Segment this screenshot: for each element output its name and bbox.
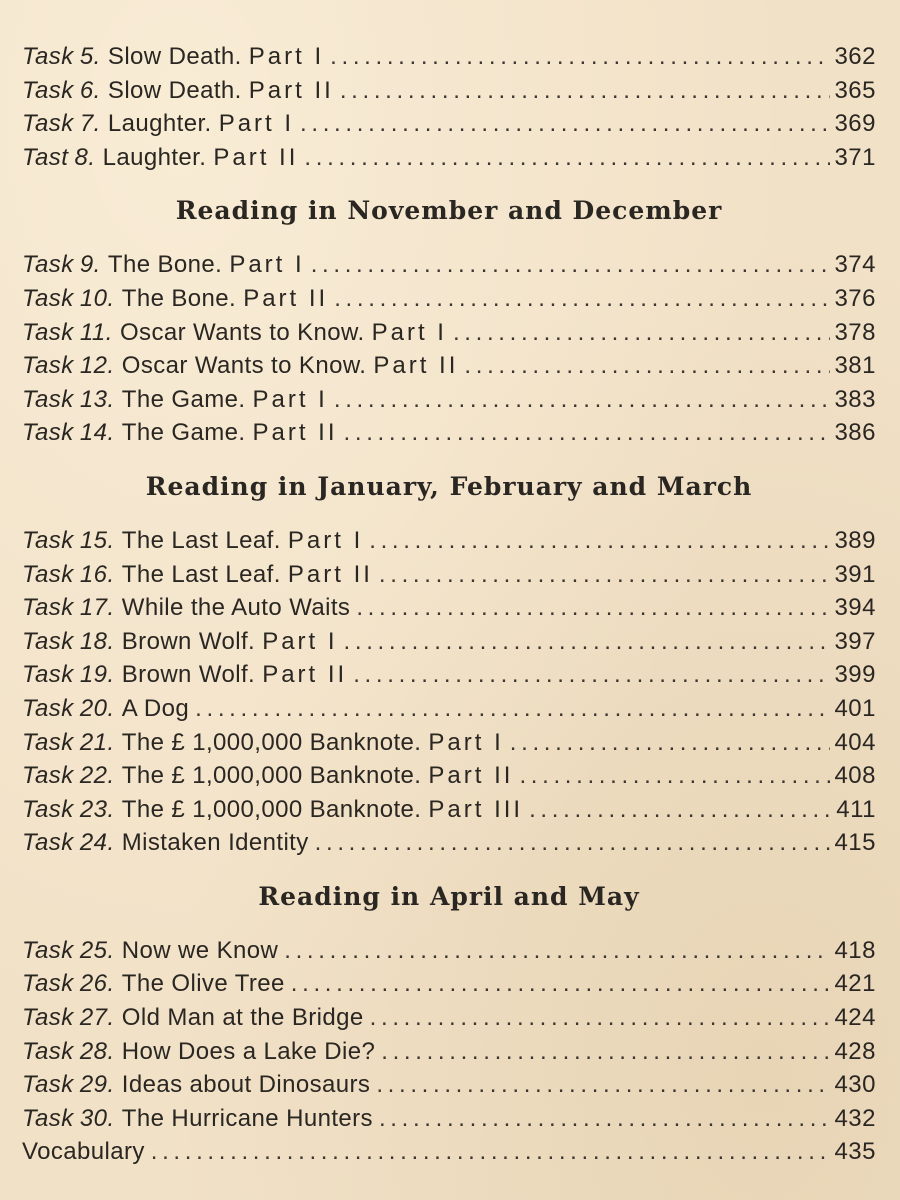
entry-part: Part II bbox=[373, 352, 459, 380]
toc-entry[interactable] bbox=[22, 826, 876, 860]
toc-section-january-march bbox=[22, 450, 876, 860]
page-number: 362 bbox=[834, 43, 876, 70]
entry-part: Part II bbox=[262, 661, 348, 689]
page-number: 369 bbox=[834, 110, 876, 138]
entry-title: Mistaken Identity bbox=[121, 829, 309, 857]
task-label: Task bbox=[22, 829, 74, 857]
toc-entry[interactable] bbox=[22, 416, 876, 450]
task-number: 8. bbox=[74, 143, 96, 171]
page-number: 389 bbox=[834, 526, 876, 554]
toc-entry-vocabulary[interactable] bbox=[22, 1135, 876, 1169]
page-number: 428 bbox=[834, 1037, 876, 1065]
toc-section-continued bbox=[22, 40, 876, 174]
entry-part: Part I bbox=[229, 251, 305, 279]
task-label: Task bbox=[22, 1004, 74, 1032]
page-number: 397 bbox=[834, 627, 876, 655]
task-number: 11. bbox=[79, 318, 113, 346]
task-number: 18. bbox=[79, 627, 115, 655]
entry-title: The £ 1,000,000 Banknote. bbox=[121, 795, 422, 823]
task-number: 26. bbox=[79, 970, 115, 998]
task-label: Task bbox=[22, 1037, 74, 1065]
toc-entry[interactable] bbox=[22, 1001, 876, 1035]
toc-entry[interactable] bbox=[22, 1068, 876, 1102]
page-number: 376 bbox=[834, 284, 876, 312]
task-label: Task bbox=[22, 594, 74, 622]
page-number: 365 bbox=[834, 76, 876, 104]
task-label: Task bbox=[22, 385, 74, 413]
toc-entry[interactable] bbox=[22, 316, 876, 350]
page-number: 404 bbox=[834, 728, 876, 756]
toc-section-april-may bbox=[22, 860, 876, 1169]
entry-part: Part I bbox=[252, 385, 328, 413]
task-label: Task bbox=[22, 43, 74, 70]
entry-title: Laughter. bbox=[107, 110, 212, 138]
entry-title: Old Man at the Bridge bbox=[121, 1004, 364, 1032]
dot-leader bbox=[300, 107, 830, 141]
task-number: 20. bbox=[79, 694, 115, 722]
task-number: 12. bbox=[79, 352, 115, 380]
entry-part: Part I bbox=[371, 318, 447, 346]
entry-part: Part I bbox=[428, 728, 504, 756]
task-label: Task bbox=[22, 251, 74, 279]
task-number: 14. bbox=[79, 419, 115, 447]
task-number: 9. bbox=[79, 251, 101, 279]
page-number: 394 bbox=[834, 594, 876, 622]
entry-title: The Game. bbox=[121, 385, 246, 413]
toc-entry[interactable] bbox=[22, 934, 876, 968]
entry-title: Now we Know bbox=[121, 936, 279, 964]
task-label: Task bbox=[22, 694, 74, 722]
dot-leader bbox=[453, 316, 831, 350]
page-number: 408 bbox=[834, 762, 876, 790]
task-number: 19. bbox=[79, 661, 115, 689]
toc-entry[interactable] bbox=[22, 1102, 876, 1136]
section-heading: Reading in January, February and March bbox=[145, 471, 753, 501]
task-number: 24. bbox=[79, 829, 115, 857]
task-number: 23. bbox=[79, 795, 115, 823]
page-number: 399 bbox=[834, 661, 876, 689]
dot-leader bbox=[311, 248, 831, 282]
entry-title: The Last Leaf. bbox=[121, 526, 281, 554]
dot-leader bbox=[464, 349, 830, 383]
dot-leader bbox=[356, 591, 830, 625]
task-number: 21. bbox=[79, 728, 115, 756]
page-number: 435 bbox=[834, 1138, 876, 1166]
page-number: 421 bbox=[834, 970, 876, 998]
task-label: Task bbox=[22, 936, 74, 964]
task-number: 25. bbox=[79, 936, 115, 964]
dot-leader bbox=[334, 383, 831, 417]
dot-leader bbox=[519, 759, 830, 793]
entry-title: The Bone. bbox=[121, 284, 237, 312]
task-label: Task bbox=[22, 526, 74, 554]
entry-part: Part III bbox=[428, 795, 524, 823]
dot-leader bbox=[330, 40, 830, 74]
task-label: Task bbox=[22, 661, 74, 689]
entry-part: Part II bbox=[252, 419, 338, 447]
page-number: 371 bbox=[834, 143, 876, 171]
entry-title: The £ 1,000,000 Banknote. bbox=[121, 728, 422, 756]
page-number: 383 bbox=[834, 385, 876, 413]
task-number: 29. bbox=[79, 1071, 115, 1099]
dot-leader bbox=[379, 558, 831, 592]
toc-entry[interactable] bbox=[22, 1035, 876, 1069]
toc-entry[interactable] bbox=[22, 558, 876, 592]
entry-title: How Does a Lake Die? bbox=[121, 1037, 376, 1065]
task-label: Task bbox=[22, 728, 74, 756]
toc-entry[interactable] bbox=[22, 793, 876, 827]
task-number: 5. bbox=[79, 43, 101, 70]
task-label: Task bbox=[22, 76, 74, 104]
dot-leader bbox=[381, 1035, 830, 1069]
page-number: 374 bbox=[834, 251, 876, 279]
page-number: 386 bbox=[834, 419, 876, 447]
entry-title: The £ 1,000,000 Banknote. bbox=[121, 762, 422, 790]
task-number: 30. bbox=[79, 1104, 115, 1132]
task-number: 13. bbox=[79, 385, 115, 413]
task-label: Task bbox=[22, 970, 74, 998]
dot-leader bbox=[344, 625, 831, 659]
dot-leader bbox=[529, 793, 832, 827]
entry-title: Oscar Wants to Know. bbox=[119, 318, 365, 346]
task-label: Task bbox=[22, 352, 74, 380]
entry-title: The Hurricane Hunters bbox=[121, 1104, 373, 1132]
page-number: 432 bbox=[834, 1104, 876, 1132]
entry-title: Ideas about Dinosaurs bbox=[121, 1071, 371, 1099]
page-number: 378 bbox=[834, 318, 876, 346]
table-of-contents bbox=[22, 40, 876, 1169]
task-label: Task bbox=[22, 762, 74, 790]
entry-title: Slow Death. bbox=[107, 43, 242, 70]
task-label: Task bbox=[22, 110, 74, 138]
dot-leader bbox=[369, 524, 830, 558]
dot-leader bbox=[315, 826, 831, 860]
toc-entry[interactable] bbox=[22, 349, 876, 383]
toc-entry[interactable] bbox=[22, 625, 876, 659]
toc-entry[interactable] bbox=[22, 141, 876, 175]
toc-entry[interactable] bbox=[22, 74, 876, 108]
toc-entry[interactable] bbox=[22, 692, 876, 726]
dot-leader bbox=[284, 934, 830, 968]
task-label: Task bbox=[22, 419, 74, 447]
toc-entry[interactable] bbox=[22, 967, 876, 1001]
dot-leader bbox=[334, 282, 830, 316]
entry-title: While the Auto Waits bbox=[121, 594, 351, 622]
task-label: Task bbox=[22, 1104, 74, 1132]
task-label: Task bbox=[22, 627, 74, 655]
task-number: 27. bbox=[79, 1004, 115, 1032]
toc-entry[interactable] bbox=[22, 282, 876, 316]
dot-leader bbox=[370, 1001, 831, 1035]
page-number: 415 bbox=[834, 829, 876, 857]
toc-entry[interactable] bbox=[22, 591, 876, 625]
entry-title: Slow Death. bbox=[107, 76, 242, 104]
dot-leader bbox=[195, 692, 830, 726]
task-label: Task bbox=[22, 795, 74, 823]
dot-leader bbox=[379, 1102, 831, 1136]
dot-leader bbox=[353, 658, 830, 692]
page-number: 411 bbox=[836, 795, 876, 823]
section-heading: Reading in November and December bbox=[175, 196, 723, 226]
task-number: 7. bbox=[79, 110, 101, 138]
task-number: 10. bbox=[79, 284, 115, 312]
dot-leader bbox=[376, 1068, 830, 1102]
task-label: Task bbox=[22, 284, 74, 312]
task-number: 22. bbox=[79, 762, 115, 790]
toc-entry[interactable] bbox=[22, 40, 876, 74]
entry-title: The Bone. bbox=[107, 251, 223, 279]
entry-title: Vocabulary bbox=[22, 1138, 145, 1166]
entry-part: Part II bbox=[243, 284, 329, 312]
entry-part: Part I bbox=[262, 627, 338, 655]
task-number: 16. bbox=[79, 560, 115, 588]
task-label: Task bbox=[22, 560, 74, 588]
dot-leader bbox=[340, 74, 831, 108]
page-number: 424 bbox=[834, 1004, 876, 1032]
section-heading: Reading in April and May bbox=[258, 881, 640, 911]
dot-leader bbox=[291, 967, 831, 1001]
task-label: Task bbox=[22, 318, 74, 346]
task-number: 15. bbox=[79, 526, 115, 554]
entry-part: Part II bbox=[428, 762, 514, 790]
toc-entry[interactable] bbox=[22, 383, 876, 417]
toc-entry[interactable] bbox=[22, 107, 876, 141]
entry-part: Part II bbox=[213, 143, 299, 171]
entry-title: Brown Wolf. bbox=[121, 661, 256, 689]
entry-title: The Olive Tree bbox=[121, 970, 285, 998]
entry-title: Oscar Wants to Know. bbox=[121, 352, 367, 380]
toc-entry[interactable] bbox=[22, 658, 876, 692]
entry-title: Laughter. bbox=[102, 143, 207, 171]
dot-leader bbox=[344, 416, 831, 450]
entry-title: Brown Wolf. bbox=[121, 627, 256, 655]
page-number: 401 bbox=[834, 694, 876, 722]
task-label: Tast bbox=[22, 143, 69, 171]
page-number: 391 bbox=[834, 560, 876, 588]
entry-title: The Last Leaf. bbox=[121, 560, 281, 588]
toc-entry[interactable] bbox=[22, 524, 876, 558]
task-number: 6. bbox=[79, 76, 101, 104]
entry-part: Part II bbox=[287, 560, 373, 588]
entry-title: A Dog bbox=[121, 694, 190, 722]
toc-entry[interactable] bbox=[22, 726, 876, 760]
entry-title: The Game. bbox=[121, 419, 246, 447]
page-number: 418 bbox=[834, 936, 876, 964]
page-number: 430 bbox=[834, 1071, 876, 1099]
entry-part: Part I bbox=[287, 526, 364, 554]
entry-part: Part I bbox=[218, 110, 295, 138]
dot-leader bbox=[510, 726, 831, 760]
dot-leader bbox=[151, 1135, 831, 1169]
toc-entry[interactable] bbox=[22, 248, 876, 282]
task-number: 28. bbox=[79, 1037, 115, 1065]
toc-section-november-december bbox=[22, 174, 876, 450]
toc-entry[interactable] bbox=[22, 759, 876, 793]
dot-leader bbox=[304, 141, 830, 175]
task-label: Task bbox=[22, 1071, 74, 1099]
entry-part: Part II bbox=[248, 76, 334, 104]
page-number: 381 bbox=[834, 352, 876, 380]
task-number: 17. bbox=[79, 594, 115, 622]
entry-part: Part I bbox=[248, 43, 325, 70]
